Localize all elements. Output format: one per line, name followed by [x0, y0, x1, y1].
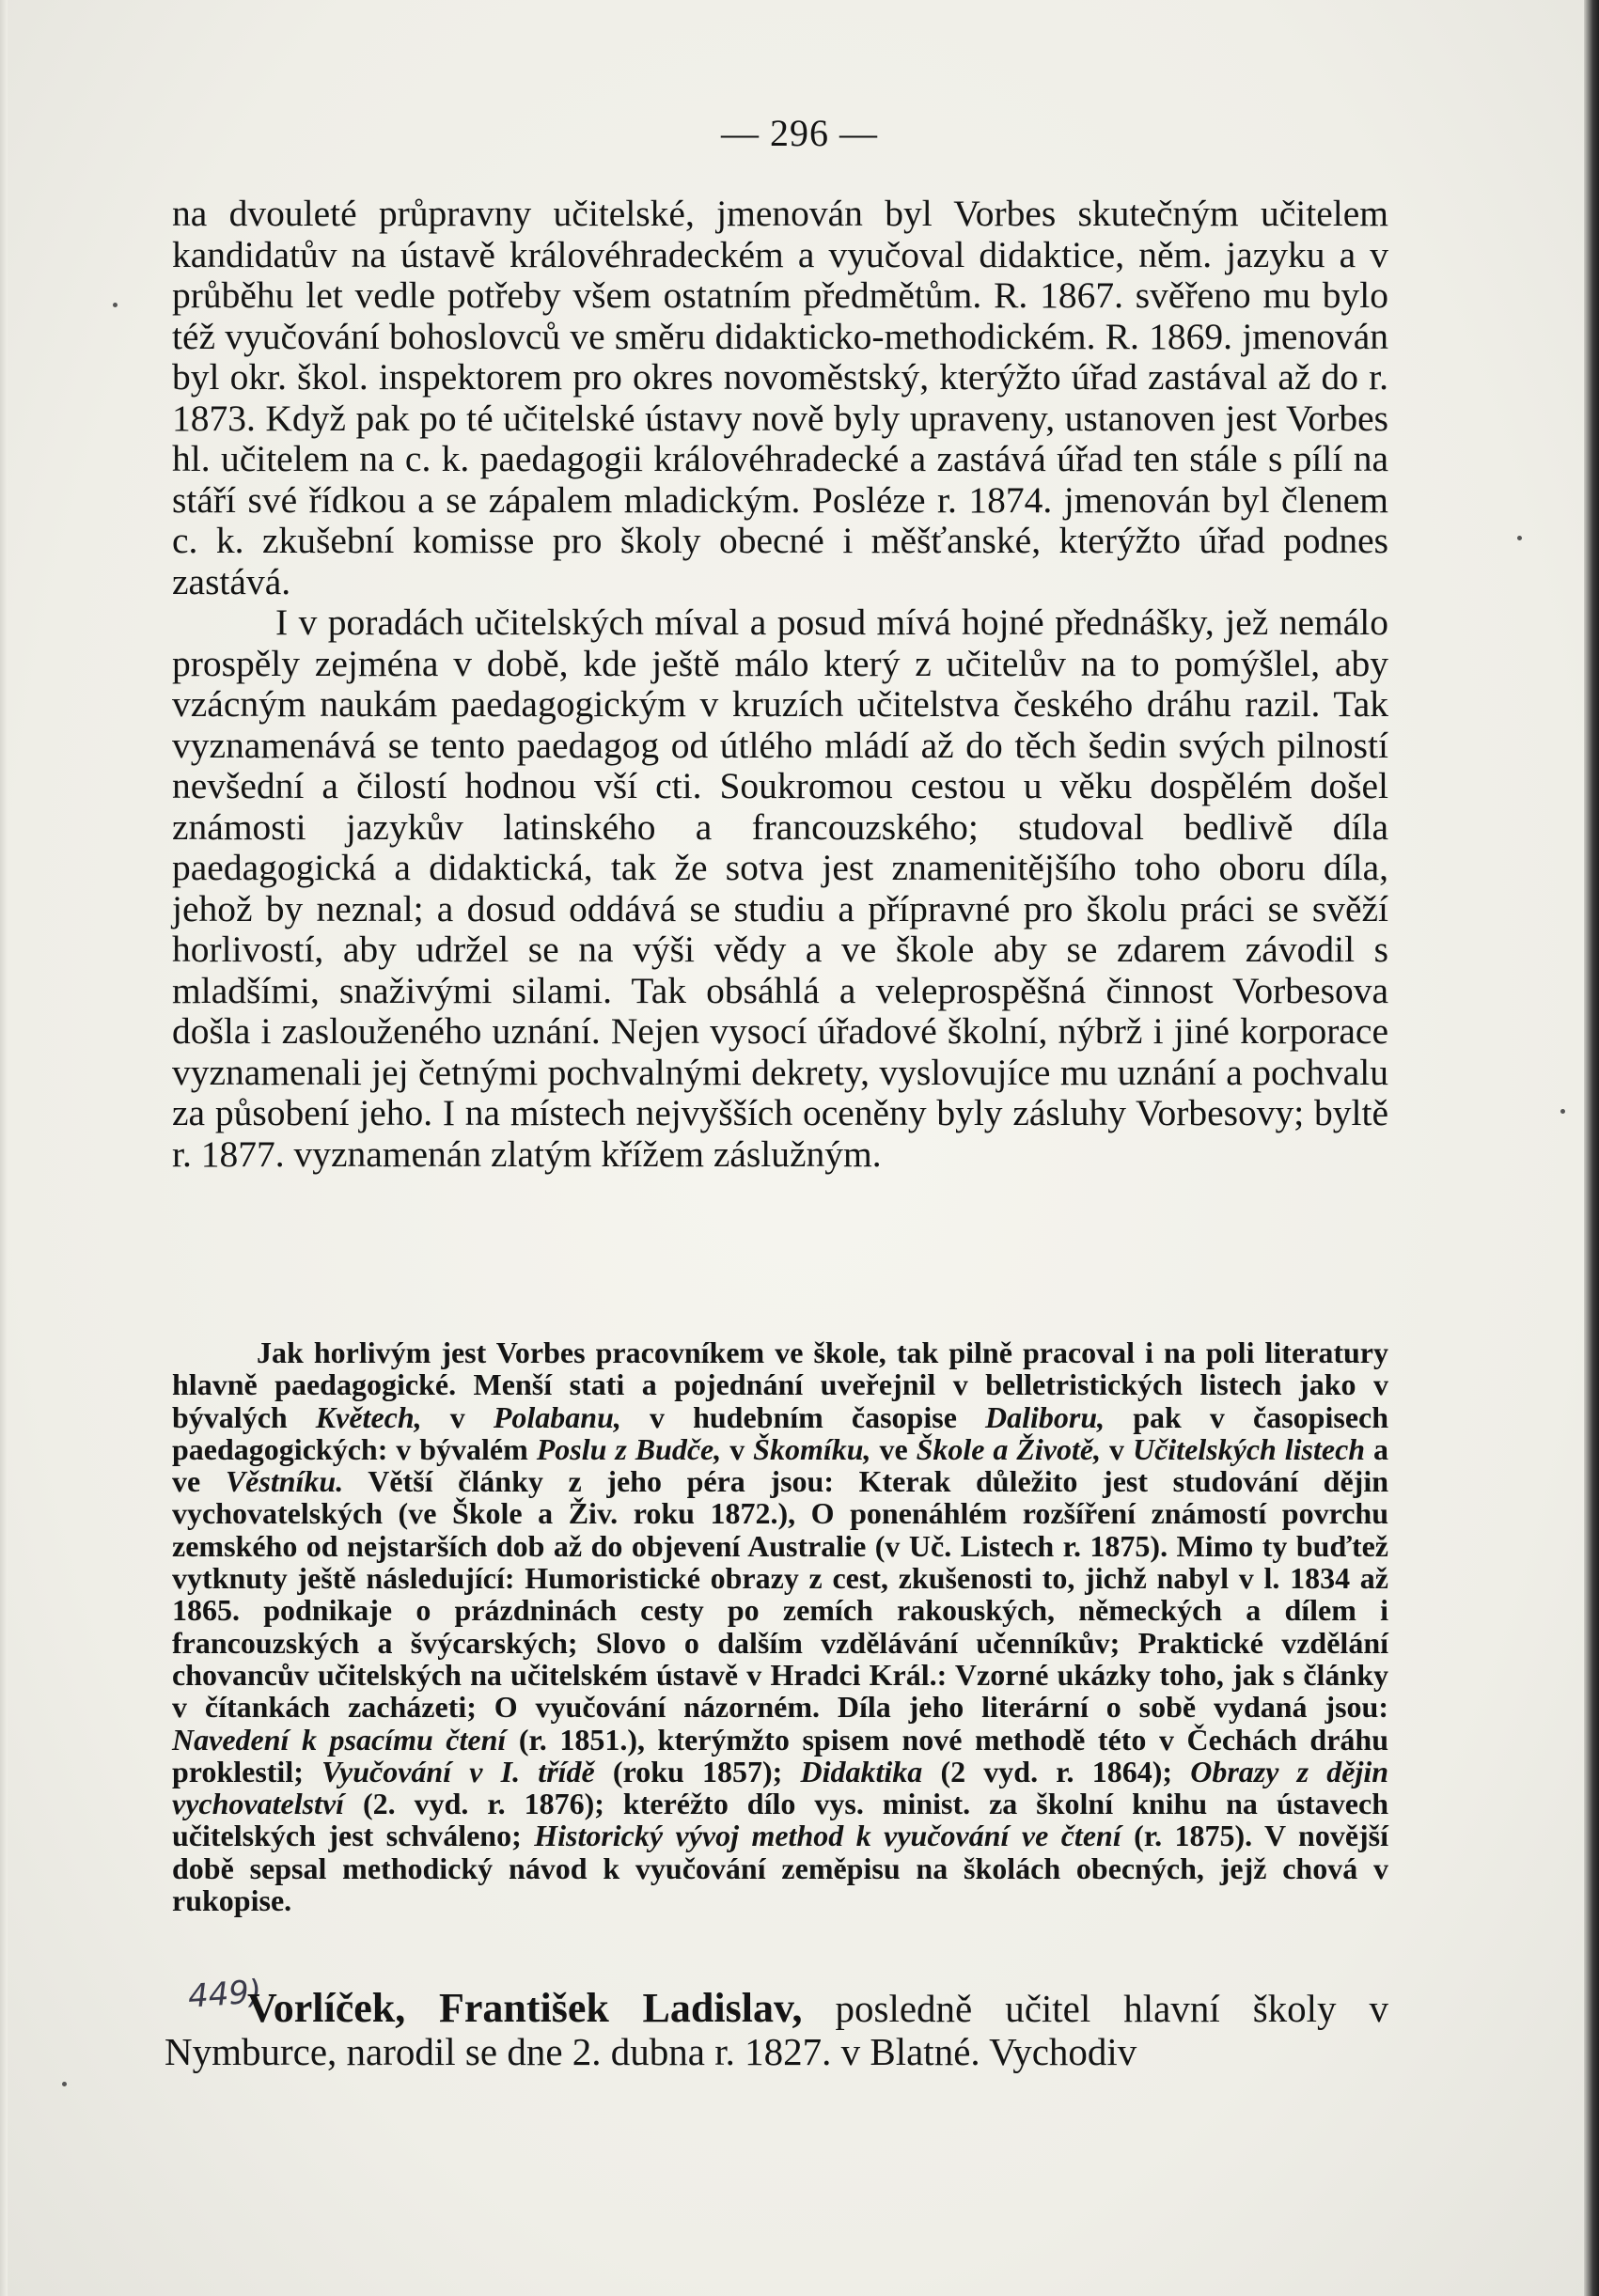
footnote-title: Učitelských listech	[1132, 1431, 1366, 1466]
paragraph-1: na dvouleté průpravny učitelské, jmenován byl Vorbes skutečným učitelem kandidatův na ústavě královéhradeckém a vyučoval didaktice, něm. jazyku a v průběhu let vedle potřeby všem ostatním předmětům. R. 1867. svěřeno mu bylo též vyučování bohoslovců ve směru didakticko-methodickém. R. 1869. jmenován byl okr. škol. inspektorem pro okres novoměstský, kterýžto úřad zastával až do r. 1873. Když pak po té učitelské ústavy nově byly upraveny, ustanoven jest Vorbes hl. učitelem na c. k. paedagogii královéhradecké a zastává úřad ten stále s pílí na stáří své řídkou a se zápalem mladickým. Posléze r. 1874. jmenován byl členem c. k. zkušební komisse pro školy obecné i měšťanské, kterýžto úřad podnes zastává.	[172, 193, 1388, 602]
footnote-text: Jak horlivým jest Vorbes pracovníkem ve škole, tak pilně pracoval i na poli literatury hlavně paedagogické. Menší stati a pojednání uveřejnil v belletristických listech jako v bývalých	[172, 1335, 1388, 1434]
entry-paragraph	[165, 1987, 1388, 2073]
footnote-title: Obrazy z dějin vychovatelství	[172, 1754, 1389, 1821]
footnote-text: v	[721, 1431, 754, 1466]
footnote-text: a ve	[172, 1431, 1389, 1499]
footnote-title: Škomíku,	[753, 1431, 871, 1466]
footnote-title: Poslu z Budče,	[536, 1431, 722, 1466]
footnote-text: v	[421, 1399, 494, 1434]
footnote-paragraph	[172, 1336, 1388, 1916]
footnote-title: Polabanu,	[493, 1399, 621, 1434]
ink-speck	[62, 2082, 67, 2086]
footnote-text: (2 vyd. r. 1864);	[922, 1754, 1191, 1788]
entry-text: posledně učitel hlavní školy v Nymburce, narodil se dne 2. dubna r. 1827. v Blatné. Vychodiv	[165, 1987, 1389, 2073]
footnote-title: Vyučování v I. třídě	[321, 1754, 595, 1788]
entry-name: Vorlíček, František Ladislav,	[247, 1985, 803, 2031]
main-text	[172, 194, 1388, 1175]
footnote-title: Didaktika	[800, 1754, 923, 1788]
page-left-edge	[0, 0, 8, 2296]
footnote-bibliography	[172, 1336, 1388, 1916]
footnote-text: Větší články z jeho péra jsou: Kterak důležito jest studování dějin vychovatelských (ve Škole a Živ. roku 1872.), O ponenáhlém rozšíření známostí povrchu zemského od nejstarších dob až do objevení Australie (v Uč. Listech r. 1875). Mimo ty buďtež vytknuty ještě následující: Humoristické obrazy z cest, zkušenosti to, jichž nabyl v l. 1834 až 1865. podnikaje o prázdninách cesty po zemích rakouských, německých a dílem i francouzských a švýcarských; Slovo o dalším vzdělávání učenníkův; Praktické vzdělání chovancův učitelských na učitelském ústavě v Hradci Král.: Vzorné ukázky toho, jak s články v čítankách zacházeti; O vyučování názorném. Díla jeho literární o sobě vydaná jsou:	[172, 1464, 1389, 1725]
footnote-title: Navedení k psacímu čtení	[172, 1722, 507, 1757]
footnote-title: Škole a Životě,	[916, 1431, 1102, 1466]
ink-speck	[113, 303, 118, 307]
ink-speck	[1560, 1109, 1565, 1114]
footnote-text: pak v časopisech paedagogických: v bývalém	[172, 1399, 1389, 1466]
footnote-text: v hudebním časopise	[620, 1399, 985, 1434]
next-entry	[165, 1987, 1388, 2073]
footnote-title: Věstníku.	[225, 1464, 344, 1499]
footnote-text: (roku 1857);	[594, 1754, 801, 1788]
footnote-text: (r. 1875). V novější době sepsal methodický návod k vyučování zeměpisu na školách obecných, jejž chová v rukopise.	[172, 1819, 1389, 1918]
footnote-title: Květech,	[315, 1399, 422, 1434]
footnote-title: Daliboru,	[985, 1399, 1105, 1434]
footnote-text: ve	[870, 1431, 917, 1466]
paragraph-2: I v poradách učitelských míval a posud mívá hojné přednášky, jež nemálo prospěly zejména v době, kde ještě málo který z učitelův na to pomýšlel, aby vzácným naukám paedagogickým v kruzích učitelstva českého dráhu razil. Tak vyznamenává se tento paedagog od útlého mládí až do těch šedin svých pilností nevšední a čilostí hodnou vší cti. Soukromou cestou u věku dospělém došel známosti jazykův latinského a francouzského; studoval bedlivě díla paedagogická a didaktická, tak že sotva jest znamenitějšího toho oboru díla, jehož by neznal; a dosud oddává se studiu a přípravné pro školu práci se svěží horlivostí, aby udržel se na výši vědy a ve škole aby se zdarem závodil s mladšími, snaživými silami. Tak obsáhlá a veleprospěšná činnost Vorbesova došla i zaslouženého uznání. Nejen vysocí úřadové školní, nýbrž i jiné korporace vyznamenali jej četnými pochvalnými dekrety, vyslovujíce mu uznání a pochvalu za působení jeho. I na místech nejvyšších oceněny byly zásluhy Vorbesovy; byltě r. 1877. vyznamenán zlatým křížem záslužným.	[172, 601, 1388, 1175]
footnote-text: v	[1101, 1431, 1133, 1466]
footnote-text: (2. vyd. r. 1876); kteréžto dílo vys. minist. za školní knihu na ústavech učitelských jest schváleno;	[172, 1787, 1388, 1853]
footnote-title: Historický vývoj method k vyučování ve čtení	[534, 1819, 1121, 1853]
ink-speck	[1517, 536, 1522, 540]
handwritten-entry-number: 449)	[186, 1973, 263, 2016]
page-number: — 296 —	[721, 112, 878, 154]
footnote-text: (r. 1851.), kterýmžto spisem nové methodě této v Čechách dráhu proklestil;	[172, 1722, 1389, 1788]
page-right-edge	[1584, 0, 1599, 2296]
